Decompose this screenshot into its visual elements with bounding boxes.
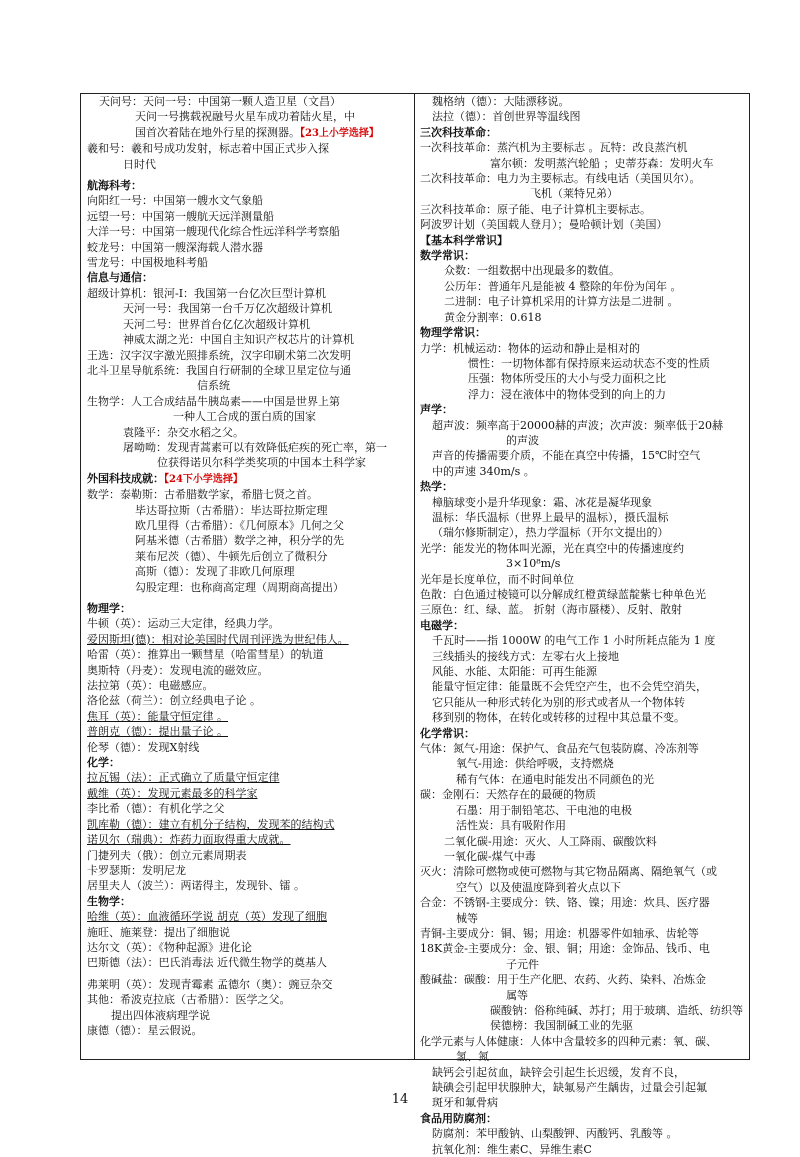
text-line xyxy=(420,1126,744,1141)
text-line xyxy=(87,848,409,863)
exam-tag: 【24下小学选择】 xyxy=(164,473,243,485)
line-text: 位获得诺贝尔科学类奖项的中国本土科学家 xyxy=(157,456,366,470)
text-line xyxy=(420,1049,744,1064)
exam-tag: 【23上小学选择】 xyxy=(300,127,379,139)
line-text: 数学常识： xyxy=(420,249,475,263)
line-text: 天问一号携载祝融号火星车成功着陆火星，中 xyxy=(135,110,355,124)
text-line xyxy=(420,988,744,1003)
text-line xyxy=(420,818,744,833)
text-line xyxy=(87,455,409,470)
text-line xyxy=(420,911,744,926)
text-line xyxy=(420,1065,744,1080)
text-line xyxy=(87,255,409,270)
line-text: 超声波：频率高于20000赫的声波；次声波：频率低于20赫 xyxy=(432,418,723,432)
line-text: 灭火：清除可燃物或使可燃物与其它物品隔离、隔绝氧气（或 xyxy=(420,865,717,879)
line-text: 普朗克（德）：提出量子论 。 xyxy=(87,725,228,739)
text-line xyxy=(87,878,409,893)
line-text: 风能、水能、太阳能：可再生能源 xyxy=(432,665,597,679)
line-text: 生物学： xyxy=(87,894,131,908)
text-line xyxy=(87,832,409,847)
text-line xyxy=(87,678,409,693)
line-text: 羲和号：羲和号成功发射，标志着中国正式步入探 xyxy=(87,142,329,156)
text-line xyxy=(87,909,409,924)
text-line xyxy=(420,679,744,694)
line-text: 北斗卫星导航系统：我国自行研制的全球卫星定位与通 xyxy=(87,363,351,377)
line-text: 防腐剂：苯甲酸钠、山梨酸钾、丙酸钙、乳酸等 。 xyxy=(432,1127,678,1141)
line-text: 光学：能发光的物体叫光源，光在真空中的传播速度约 xyxy=(420,541,684,555)
line-text: 远望一号：中国第一艘航天远洋测量船 xyxy=(87,209,274,223)
line-text: 法拉第（英）：电磁感应。 xyxy=(87,679,214,693)
line-text: 生物学：人工合成结晶牛胰岛素——中国是世界上第 xyxy=(87,394,340,408)
line-text: 其他：希波克拉底（古希腊）：医学之父。 xyxy=(87,993,291,1007)
line-text: 戴维（英）：发现元素最多的科学家 xyxy=(87,786,258,800)
text-line xyxy=(87,240,409,255)
line-text: 热学： xyxy=(420,480,453,494)
line-text: 凯库勒（德）：建立有机分子结构，发现苯的结构式 xyxy=(87,817,335,831)
line-text: 高斯（德）：发现了非欧几何原理 xyxy=(135,565,295,579)
text-line xyxy=(87,709,409,724)
line-text: 门捷列夫（俄）：创立元素周期表 xyxy=(87,848,247,862)
text-line xyxy=(420,310,744,325)
line-text: 能量守恒定律：能量既不会凭空产生，也不会凭空消失， xyxy=(432,680,707,694)
text-line xyxy=(420,109,744,124)
text-line xyxy=(87,549,409,564)
line-text: 航海科考： xyxy=(87,179,142,193)
text-line xyxy=(420,664,744,679)
text-line xyxy=(420,941,744,956)
line-text: 袁隆平：杂交水稻之父。 xyxy=(123,425,244,439)
line-text: 化学常识： xyxy=(420,726,475,740)
text-line xyxy=(420,1003,744,1018)
section-heading xyxy=(420,325,744,340)
line-text: 一种人工合成的蛋白质的国家 xyxy=(173,410,316,424)
text-line xyxy=(420,849,744,864)
text-line xyxy=(420,1142,744,1157)
text-line xyxy=(87,801,409,816)
text-line xyxy=(87,348,409,363)
section-heading xyxy=(420,1111,744,1126)
section-heading xyxy=(420,726,744,741)
line-text: 声音的传播需要介质，不能在真空中传播，15℃时空气 xyxy=(432,449,701,463)
line-text: 法拉（德）：首创世界等温线图 xyxy=(432,110,581,124)
line-text: 石墨：用于制铅笔芯、干电池的电极 xyxy=(456,803,632,817)
text-line xyxy=(420,433,744,448)
line-text: 电磁学： xyxy=(420,618,464,632)
line-text: 移到别的物体，在转化或转移的过程中其总量不变。 xyxy=(432,711,685,725)
left-column xyxy=(87,94,409,1038)
text-line xyxy=(420,1034,744,1049)
line-text: 空气）以及使温度降到着火点以下 xyxy=(456,880,621,894)
text-line xyxy=(420,787,744,802)
line-text: 雪龙号：中国极地科考船 xyxy=(87,256,208,270)
text-line xyxy=(420,772,744,787)
line-text: 毕达哥拉斯（古希腊）：毕达哥拉斯定理 xyxy=(135,503,328,517)
text-line xyxy=(87,955,409,970)
line-text: 械等 xyxy=(456,911,478,925)
section-heading xyxy=(87,471,409,487)
text-line xyxy=(87,740,409,755)
line-text: 日时代 xyxy=(123,157,156,171)
text-line xyxy=(87,425,409,440)
line-text: 一氧化碳-煤气中毒 xyxy=(444,849,536,863)
text-line xyxy=(420,448,744,463)
text-line xyxy=(420,541,744,556)
line-text: 居里夫人（波兰）：两诺得主，发现钋、镭 。 xyxy=(87,879,305,893)
section-heading xyxy=(420,248,744,263)
line-text: 信系统 xyxy=(197,379,230,393)
line-text: 焦耳（英）：能量守恒定律 。 xyxy=(87,709,228,723)
line-text: 斑牙和氟骨病 xyxy=(432,1096,498,1110)
text-line xyxy=(87,632,409,647)
line-text: 达尔文（英）：《物种起源》进化论 xyxy=(87,940,252,954)
text-line xyxy=(420,741,744,756)
text-line xyxy=(420,880,744,895)
line-text: 氧气-用途：供给呼吸，支持燃烧 xyxy=(456,757,614,771)
text-line xyxy=(420,803,744,818)
text-line xyxy=(87,363,409,378)
line-text: 黄金分割率：0.618 xyxy=(444,310,542,324)
section-heading xyxy=(420,618,744,633)
text-line xyxy=(420,263,744,278)
text-line xyxy=(420,510,744,525)
line-text: 属等 xyxy=(506,988,528,1002)
text-line xyxy=(87,663,409,678)
line-text: 酸碱盐：碳酸：用于生产化肥、农药、火药、染料、冶炼金 xyxy=(420,973,706,987)
section-heading xyxy=(87,894,409,909)
line-text: 三次科技革命： xyxy=(420,125,497,139)
line-text: 樟脑球变小是升华现象：霜、冰花是凝华现象 xyxy=(432,495,652,509)
text-line xyxy=(420,356,744,371)
line-text: （瑞尔修斯制定），热力学温标（开尔文提出的） xyxy=(432,526,669,540)
line-text: 卡罗瑟斯：发明尼龙 xyxy=(87,863,186,877)
line-text: 众数：一组数据中出现最多的数值。 xyxy=(444,264,620,278)
text-line xyxy=(420,217,744,232)
line-text: 三次科技革命：原子能、电子计算机主要标志。 xyxy=(420,202,651,216)
text-line xyxy=(420,1018,744,1033)
line-text: 康德（德）：星云假说。 xyxy=(87,1023,203,1037)
line-text: 勾股定理：也称商高定理（周期商高提出） xyxy=(135,580,344,594)
text-line xyxy=(87,209,409,224)
line-text: 信息与通信： xyxy=(87,271,153,285)
line-text: 向阳红一号：中国第一艘水文气象船 xyxy=(87,194,263,208)
line-text: 食品用防腐剂： xyxy=(420,1111,497,1125)
line-text: 化学： xyxy=(87,756,120,770)
line-text: 蛟龙号：中国第一艘深海载人潜水器 xyxy=(87,240,263,254)
text-line xyxy=(87,940,409,955)
text-line xyxy=(87,224,409,239)
line-text: 温标：华氏温标（世界上最早的温标），摄氏温标 xyxy=(432,510,669,524)
text-line xyxy=(87,647,409,662)
section-heading xyxy=(420,233,744,248)
text-line xyxy=(87,770,409,785)
line-text: 数学：泰勒斯：古希腊数学家，希腊七贤之首。 xyxy=(87,488,318,502)
text-line xyxy=(420,171,744,186)
line-text: 二氧化碳-用途：灭火、人工降雨、碳酸饮料 xyxy=(444,834,657,848)
line-text: 天问号：天问一号：中国第一颗人造卫星（文昌） xyxy=(99,95,341,108)
line-text: 富尔顿：发明蒸汽轮船 ；史蒂芬森：发明火车 xyxy=(490,156,714,170)
text-line xyxy=(420,556,744,571)
text-line xyxy=(87,977,409,992)
text-line xyxy=(420,972,744,987)
text-line xyxy=(420,864,744,879)
line-text: 哈维（英）：血液循环学说 胡克（英）发现了细胞 xyxy=(87,910,327,924)
line-text: 天河一号：我国第一台千万亿次超级计算机 xyxy=(123,302,332,316)
text-line xyxy=(420,371,744,386)
text-line xyxy=(420,140,744,155)
section-heading xyxy=(87,178,409,193)
line-text: 侯德榜：我国制碱工业的先驱 xyxy=(490,1019,633,1033)
text-line xyxy=(87,863,409,878)
line-text: 光年是长度单位，而不时间单位 xyxy=(420,572,574,586)
line-text: 弗莱明（英）：发现青霉素 孟德尔（奥）：豌豆杂交 xyxy=(87,977,333,991)
text-line xyxy=(87,378,409,393)
line-text: 诺贝尔（瑞典）：炸药力面取得重大成就。 xyxy=(87,833,291,847)
line-text: 王选：汉字汉字激光照排系统，汉字印刷术第二次发明 xyxy=(87,348,351,362)
line-text: 屠呦呦：发现青蒿素可以有效降低疟疾的死亡率，第一 xyxy=(123,440,387,454)
page-number: 14 xyxy=(391,1092,409,1107)
text-line xyxy=(420,649,744,664)
text-line xyxy=(87,332,409,347)
line-text: 浮力：浸在液体中的物体受到的向上的力 xyxy=(468,387,666,401)
line-text: 合金：不锈钢-主要成分：铁、铬、镍；用途：炊具、医疗器 xyxy=(420,896,710,910)
line-text: 稀有气体：在通电时能发出不同颜色的光 xyxy=(456,772,654,786)
text-line xyxy=(87,580,409,595)
section-heading xyxy=(87,601,409,616)
section-heading xyxy=(87,755,409,770)
text-line xyxy=(87,394,409,409)
line-text: 阿波罗计划（美国载人登月）；曼哈顿计划（美国） xyxy=(420,218,668,232)
line-text: 二进制：电子计算机采用的计算方法是二进制 。 xyxy=(444,295,679,309)
line-text: 压强：物体所受压的大小与受力面积之比 xyxy=(468,372,666,386)
line-text: 奥斯特（丹麦）：发现电流的磁效应。 xyxy=(87,663,269,677)
line-text: 子元件 xyxy=(506,957,539,971)
line-text: 活性炭：具有吸附作用 xyxy=(456,819,566,833)
line-text: 缺钙会引起贫血，缺锌会引起生长迟缓，发育不良， xyxy=(432,1065,685,1079)
text-line xyxy=(87,518,409,533)
line-text: 氢、氮 xyxy=(456,1050,489,1064)
line-text: 【基本科学常识】 xyxy=(420,233,508,247)
line-text: 中的声速 340m/s 。 xyxy=(432,464,535,478)
text-line xyxy=(87,94,409,109)
text-line xyxy=(87,925,409,940)
line-text: 超级计算机：银河-I：我国第一台亿次巨型计算机 xyxy=(87,286,327,300)
text-line xyxy=(87,193,409,208)
line-text: 抗氧化剂：维生素C、异维生素C xyxy=(432,1142,592,1156)
line-text: 一次科技革命：蒸汽机为主要标志 。瓦特：改良蒸汽机 xyxy=(420,141,688,155)
text-line xyxy=(87,693,409,708)
text-line xyxy=(420,387,744,402)
line-text: 化学元素与人体健康：人体中含量较多的四种元素：氧、碳、 xyxy=(420,1034,717,1048)
text-line xyxy=(420,202,744,217)
text-line xyxy=(87,503,409,518)
line-text: 惯性：一切物体都有保持原来运动状态不变的性质 xyxy=(468,356,710,370)
text-line xyxy=(420,602,744,617)
text-line xyxy=(420,756,744,771)
line-text: 施旺、施莱登：提出了细胞说 xyxy=(87,925,230,939)
line-text: 三线插头的接线方式：左零右火上接地 xyxy=(432,649,619,663)
text-line xyxy=(420,695,744,710)
text-line xyxy=(420,587,744,602)
column-divider xyxy=(414,94,415,1059)
text-line xyxy=(420,279,744,294)
text-line xyxy=(87,1008,409,1023)
line-text: 力学：机械运动：物体的运动和静止是相对的 xyxy=(420,341,640,355)
line-text: 天河二号：世界首台亿亿次超级计算机 xyxy=(123,317,310,331)
line-text: 大洋一号：中国第一艘现代化综合性远洋科学考察船 xyxy=(87,225,340,239)
text-line xyxy=(87,786,409,801)
line-text: 李比希（德）：有机化学之父 xyxy=(87,802,225,816)
text-line xyxy=(420,156,744,171)
line-text: 魏格纳（德）：大陆漂移说。 xyxy=(432,95,570,108)
line-text: 外国科技成就： xyxy=(87,471,164,485)
line-text: 神威太湖之光：中国自主知识产权芯片的计算机 xyxy=(123,333,354,347)
text-line xyxy=(420,186,744,201)
line-text: 物理学： xyxy=(87,602,131,615)
section-heading xyxy=(420,125,744,140)
text-line xyxy=(420,94,744,109)
text-line xyxy=(87,1023,409,1038)
text-line xyxy=(87,301,409,316)
right-column xyxy=(420,94,744,1157)
text-line xyxy=(87,533,409,548)
line-text: 拉瓦锡（法）：正式确立了质量守恒定律 xyxy=(87,771,280,785)
text-line xyxy=(87,157,409,172)
text-line xyxy=(87,286,409,301)
line-text: 青铜-主要成分：铜、锡；用途：机器零件如轴承、齿轮等 xyxy=(420,926,699,940)
line-text: 巴斯德（法）：巴氏消毒法 近代微生物学的奠基人 xyxy=(87,956,327,970)
line-text: 气体：氮气-用途：保护气、食品充气包装防腐、冷冻剂等 xyxy=(420,742,699,756)
text-line xyxy=(420,341,744,356)
line-text: 碳酸钠：俗称纯碱、苏打；用于玻璃、造纸、纺织等 xyxy=(490,1003,743,1017)
section-heading xyxy=(420,402,744,417)
line-text: 牛顿（英）：运动三大定律，经典力学。 xyxy=(87,617,280,631)
text-line xyxy=(87,141,409,156)
text-line xyxy=(420,926,744,941)
text-line xyxy=(87,487,409,502)
text-line xyxy=(420,464,744,479)
text-line xyxy=(420,710,744,725)
text-line xyxy=(87,409,409,424)
text-line xyxy=(420,572,744,587)
line-text: 伦琴（德）：发现X射线 xyxy=(87,740,200,754)
line-text: 碳：金刚石：天然存在的最硬的物质 xyxy=(420,788,596,802)
text-line xyxy=(420,895,744,910)
line-text: 色散：白色通过棱镜可以分解成红橙黄绿蓝靛紫七种单色光 xyxy=(420,588,706,601)
text-line xyxy=(87,317,409,332)
line-text: 国首次着陆在地外行星的探测器。 xyxy=(135,125,300,139)
text-line xyxy=(420,957,744,972)
line-text: 爱因斯坦(德)：相对论美国时代周刊评选为世纪伟人。 xyxy=(87,632,349,646)
line-text: 飞机（莱特兄弟） xyxy=(530,187,618,201)
text-line xyxy=(420,834,744,849)
text-line xyxy=(87,109,409,124)
line-text: 它只能从一种形式转化为别的形式或者从一个物体转 xyxy=(432,695,685,709)
line-text: 二次科技革命：电力为主要标志。有线电话（美国贝尔）。 xyxy=(420,172,701,186)
section-heading xyxy=(420,479,744,494)
text-line xyxy=(87,564,409,579)
line-text: 千瓦时——指 1000W 的电气工作 1 小时所耗点能为 1 度 xyxy=(432,634,716,648)
line-text: 18K黄金-主要成分：金、银、铜；用途：金饰品、钱币、电 xyxy=(420,942,710,956)
text-line xyxy=(420,633,744,648)
text-line xyxy=(87,724,409,739)
line-text: 的声波 xyxy=(506,433,539,447)
text-line xyxy=(420,418,744,433)
line-text: 3×10⁸m/s xyxy=(506,557,561,571)
line-text: 提出四体液病理学说 xyxy=(111,1008,210,1022)
line-text: 物理学常识： xyxy=(420,326,486,340)
text-line xyxy=(87,440,409,455)
line-text: 莱布尼茨（德）、牛顿先后创立了微积分 xyxy=(135,549,328,563)
line-text: 欧几里得（古希腊）：《几何原本》几何之父 xyxy=(135,518,344,532)
text-line xyxy=(87,125,409,141)
text-line xyxy=(87,817,409,832)
line-text: 哈雷（英）：推算出一颗彗星（哈雷彗星）的轨道 xyxy=(87,648,324,662)
section-heading xyxy=(87,270,409,285)
text-line xyxy=(420,294,744,309)
line-text: 洛伦兹（荷兰）：创立经典电子论 。 xyxy=(87,694,261,708)
text-line xyxy=(87,992,409,1007)
line-text: 声学： xyxy=(420,403,453,417)
line-text: 阿基米德（古希腊）数学之神，积分学的先 xyxy=(135,534,344,548)
text-line xyxy=(87,616,409,631)
line-text: 公历年：普通年凡是能被 4 整除的年份为闰年 。 xyxy=(444,279,682,293)
line-text: 缺碘会引起甲状腺肿大，缺氟易产生龋齿，过量会引起氟 xyxy=(432,1081,707,1094)
text-line xyxy=(420,495,744,510)
line-text: 三原色：红、绿、蓝。 折射（海市蜃楼）、反射、散射 xyxy=(420,603,682,617)
text-line xyxy=(420,525,744,540)
